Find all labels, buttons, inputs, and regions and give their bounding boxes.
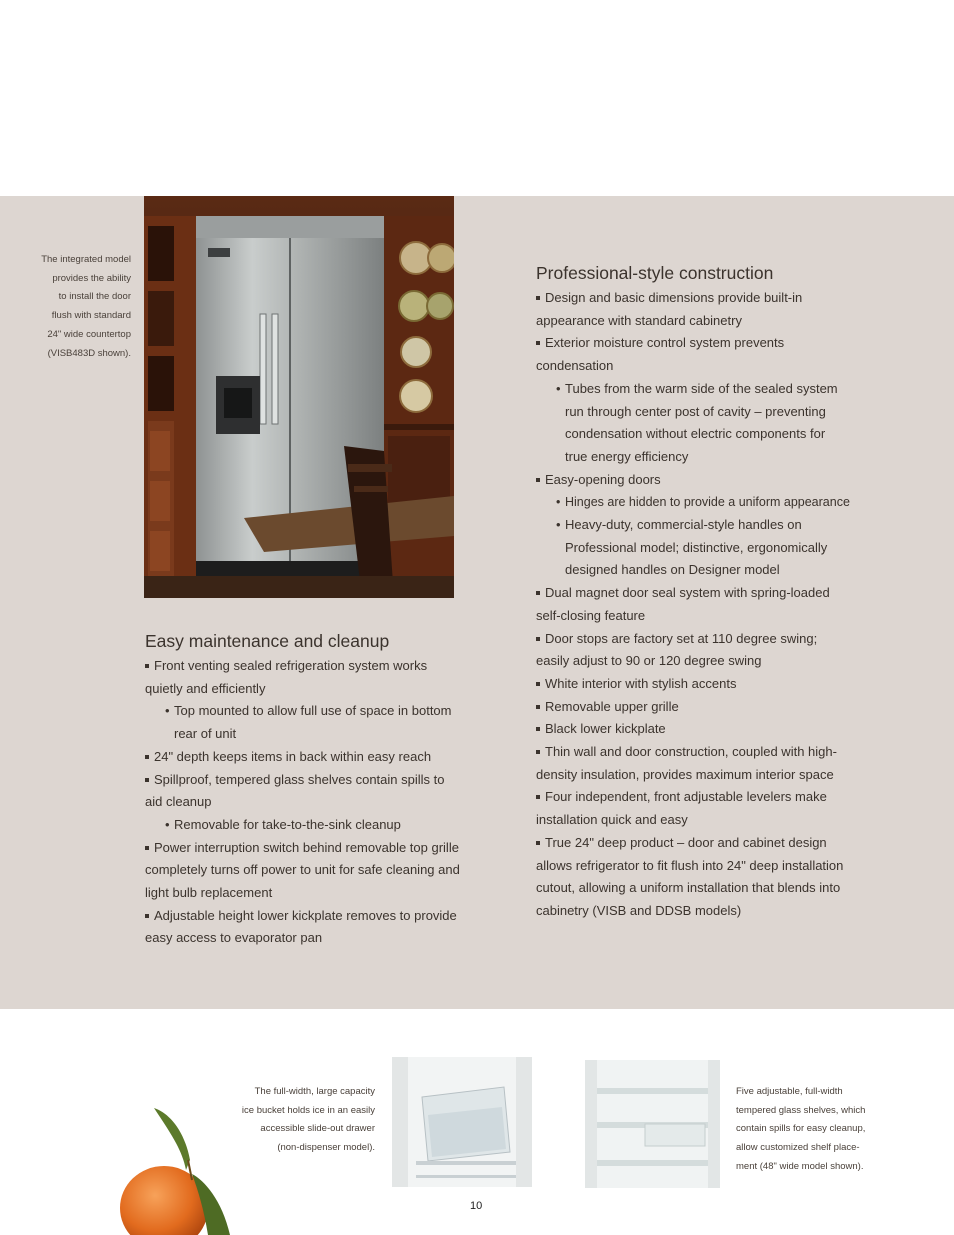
caption-line: tempered glass shelves, which xyxy=(736,1104,866,1116)
maintenance-heading: Easy maintenance and cleanup xyxy=(145,631,390,651)
maintenance-list xyxy=(145,655,490,950)
list-item: Removable upper grille xyxy=(536,696,881,719)
list-item-continued: cutout, allowing a uniform installation that blends into xyxy=(536,880,841,896)
list-item: Door stops are factory set at 110 degree swing; xyxy=(536,628,881,651)
caption-line: (VISB483D shown). xyxy=(47,347,131,359)
caption-line: The integrated model xyxy=(41,254,131,265)
list-item-continued: appearance with standard cabinetry xyxy=(536,312,742,328)
list-item-continued: light bulb replacement xyxy=(145,885,273,901)
sub-list-item: • Top mounted to allow full use of space in bottom xyxy=(145,700,490,723)
construction-heading: Professional-style construction xyxy=(536,263,774,283)
caption-line: ice bucket holds ice in an easily xyxy=(241,1104,375,1116)
list-item: Exterior moisture control system prevents xyxy=(536,332,881,355)
sub-list-item-continued: condensation without electric components for xyxy=(565,426,826,442)
sub-list-item-continued: run through center post of cavity – preventing xyxy=(565,403,826,419)
list-item-continued: installation quick and easy xyxy=(536,812,688,828)
list-item-continued: quietly and efficiently xyxy=(145,680,266,696)
list-item: 24" depth keeps items in back within easy reach xyxy=(145,746,490,769)
sub-list-item-continued: designed handles on Designer model xyxy=(565,562,780,578)
construction-list xyxy=(536,287,881,923)
list-item: Thin wall and door construction, coupled with high- xyxy=(536,741,881,764)
list-item: Adjustable height lower kickplate removes to provide xyxy=(145,905,490,928)
caption-line: allow customized shelf place- xyxy=(736,1142,860,1154)
sub-list-item: • Removable for take-to-the-sink cleanup xyxy=(145,814,490,837)
sub-list-item: • Tubes from the warm side of the sealed system xyxy=(536,378,881,401)
list-item: Spillproof, tempered glass shelves contain spills to xyxy=(145,769,490,792)
ice-bucket-caption xyxy=(200,1083,375,1158)
sub-list-item-continued: Professional model; distinctive, ergonomically xyxy=(565,539,828,555)
list-item: White interior with stylish accents xyxy=(536,673,881,696)
caption-line: provides the ability xyxy=(52,272,131,284)
caption-line: Five adjustable, full-width xyxy=(736,1086,843,1097)
list-item-continued: density insulation, provides maximum interior space xyxy=(536,766,834,782)
caption-line: accessible slide-out drawer xyxy=(260,1123,375,1135)
list-item-continued: cabinetry (VISB and DDSB models) xyxy=(536,902,742,918)
caption-line: flush with standard xyxy=(51,310,131,322)
list-item: Design and basic dimensions provide built-in xyxy=(536,287,881,310)
sub-list-item: • Heavy-duty, commercial-style handles on xyxy=(536,514,881,537)
caption-line: 24" wide countertop xyxy=(47,328,131,340)
list-item-continued: condensation xyxy=(536,358,614,374)
list-item: Front venting sealed refrigeration system works xyxy=(145,655,490,678)
glass-shelves-caption xyxy=(736,1083,916,1177)
list-item: Dual magnet door seal system with spring-loaded xyxy=(536,582,881,605)
caption-line: to install the door xyxy=(58,291,131,303)
list-item-continued: aid cleanup xyxy=(145,794,212,810)
glass-shelves-photo xyxy=(585,1060,720,1188)
sub-list-item-continued: rear of unit xyxy=(174,726,237,742)
hero-photo-caption xyxy=(20,251,131,363)
refrigerator-photo xyxy=(144,196,454,598)
sub-list-item-continued: true energy efficiency xyxy=(565,448,689,464)
list-item: Easy-opening doors xyxy=(536,469,881,492)
caption-line: The full-width, large capacity xyxy=(254,1086,375,1097)
caption-line: contain spills for easy cleanup, xyxy=(736,1123,866,1135)
list-item-continued: easy access to evaporator pan xyxy=(145,930,323,946)
page-number: 10 xyxy=(470,1200,483,1212)
list-item-continued: allows refrigerator to fit flush into 24" deep installation xyxy=(536,857,844,873)
list-item-continued: easily adjust to 90 or 120 degree swing xyxy=(536,653,762,669)
list-item: Four independent, front adjustable levelers make xyxy=(536,786,881,809)
caption-line: (non-dispenser model). xyxy=(277,1142,375,1154)
list-item-continued: completely turns off power to unit for safe cleaning and xyxy=(145,862,460,878)
caption-line: ment (48" wide model shown). xyxy=(736,1160,864,1172)
ice-bucket-photo xyxy=(392,1057,532,1187)
sub-list-item: • Hinges are hidden to provide a uniform appearance xyxy=(536,491,881,514)
list-item: True 24" deep product – door and cabinet design xyxy=(536,832,881,855)
list-item-continued: self-closing feature xyxy=(536,607,646,623)
list-item: Black lower kickplate xyxy=(536,718,881,741)
list-item: Power interruption switch behind removable top grille xyxy=(145,837,490,860)
